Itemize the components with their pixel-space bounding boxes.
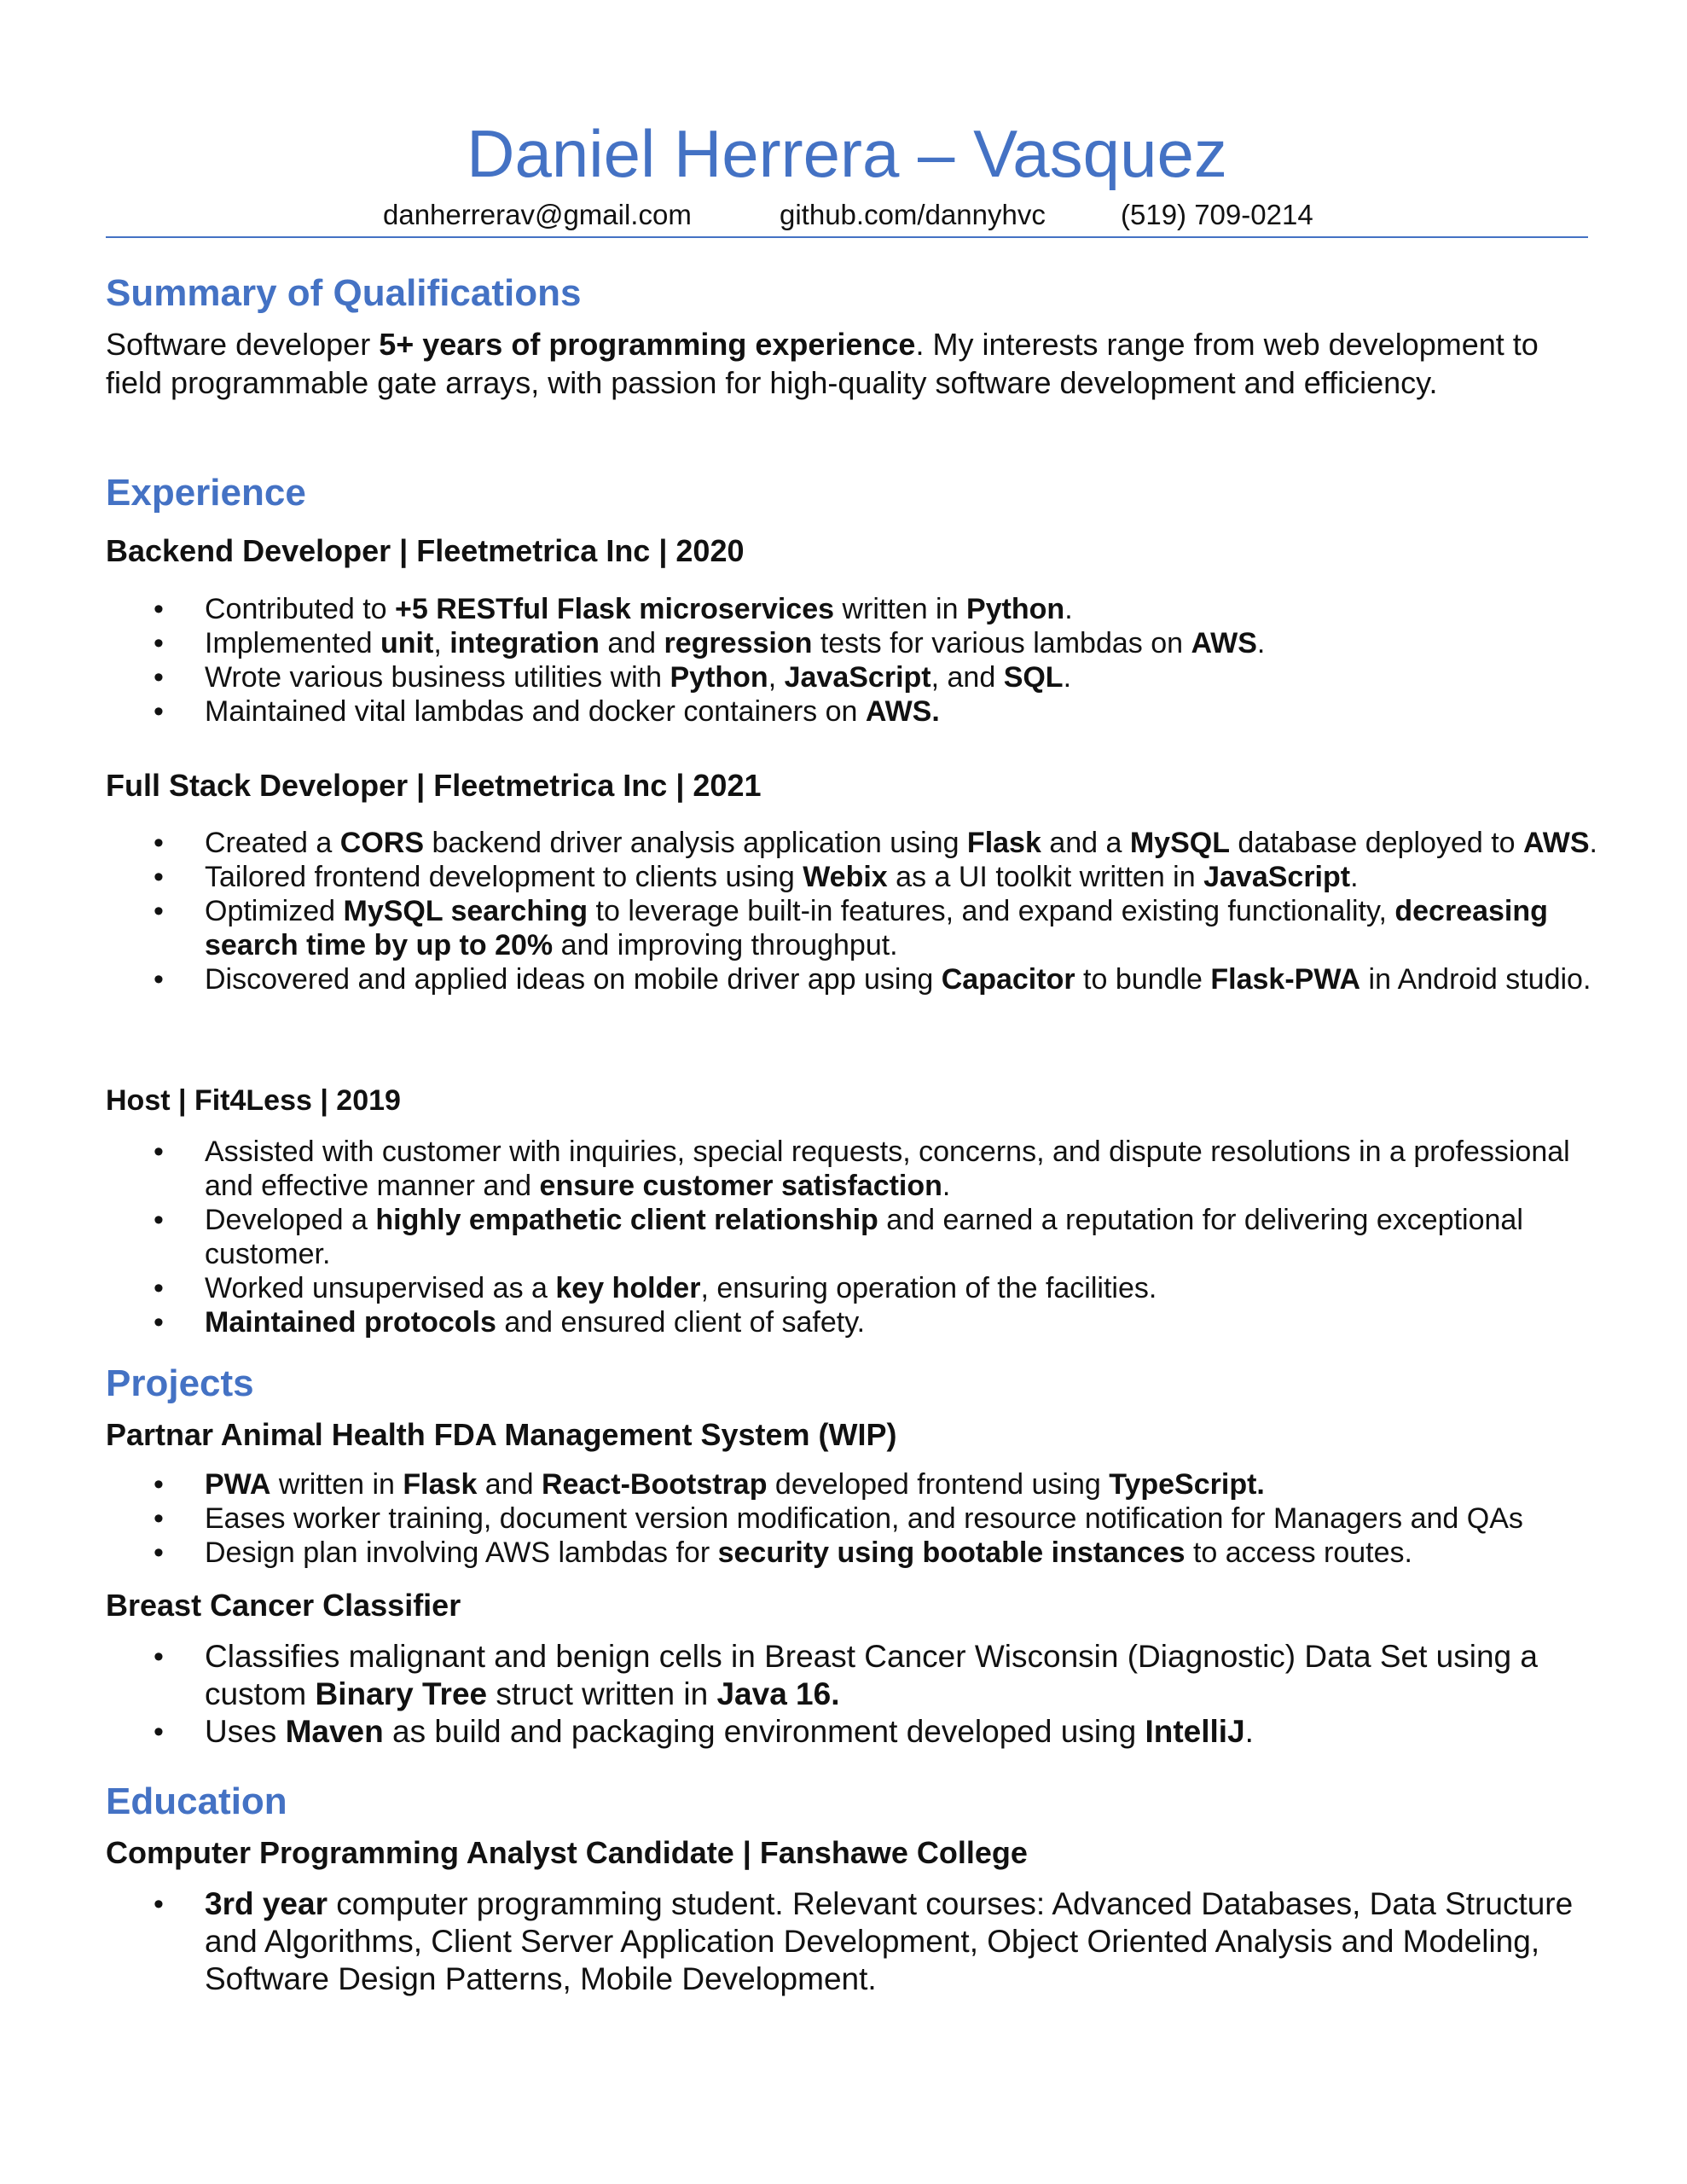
project-bullets bbox=[0, 1638, 1687, 1751]
bullet-text-bold: Maven bbox=[285, 1714, 384, 1749]
bullet-dot-icon: • bbox=[154, 861, 164, 893]
bullet-item bbox=[0, 592, 1687, 626]
project-title: Breast Cancer Classifier bbox=[106, 1588, 461, 1623]
bullet-item bbox=[0, 894, 1687, 962]
bullet-text: developed frontend using bbox=[767, 1468, 1110, 1501]
bullet-text: Maintained vital lambdas and docker containers on bbox=[205, 695, 866, 728]
bullet-dot-icon: • bbox=[154, 661, 164, 694]
bullet-dot-icon: • bbox=[154, 1888, 164, 1920]
bullet-item bbox=[0, 626, 1687, 660]
bullet-text-bold: decreasing search time by up to 20% bbox=[205, 895, 1548, 961]
bullet-text-bold: JavaScript bbox=[784, 661, 931, 694]
bullet-text: . bbox=[1064, 593, 1073, 625]
bullet-text: Uses bbox=[205, 1714, 286, 1749]
bullet-text-bold: MySQL bbox=[1129, 827, 1230, 859]
bullet-text: Implemented bbox=[205, 627, 380, 659]
bullet-text-bold: ensure customer satisfaction bbox=[539, 1170, 942, 1202]
bullet-text-bold: regression bbox=[664, 627, 813, 659]
section-title-projects: Projects bbox=[106, 1362, 254, 1404]
bullet-text: and bbox=[599, 627, 664, 659]
bullet-text: and a bbox=[1041, 827, 1130, 859]
bullet-text: tests for various lambdas on bbox=[812, 627, 1191, 659]
bullet-text-bold: key holder bbox=[555, 1272, 701, 1304]
resume-header bbox=[106, 113, 1588, 235]
bullet-text-bold: AWS bbox=[1523, 827, 1590, 859]
bullet-text: and ensured client of safety. bbox=[496, 1306, 866, 1339]
bullet-text-bold: SQL bbox=[1003, 661, 1064, 694]
bullet-item bbox=[0, 1467, 1687, 1502]
bullet-item bbox=[0, 826, 1687, 860]
bullet-text: to leverage built-in features, and expand existing functionality, bbox=[588, 895, 1395, 927]
job-bullets bbox=[0, 826, 1687, 996]
bullet-text: Developed a bbox=[205, 1204, 376, 1236]
bullet-text: as build and packaging environment developed using bbox=[383, 1714, 1145, 1749]
bullet-text: Contributed to bbox=[205, 593, 396, 625]
bullet-text-bold: integration bbox=[449, 627, 600, 659]
bullet-text-bold: PWA bbox=[205, 1468, 271, 1501]
job-bullets bbox=[0, 1135, 1687, 1339]
bullet-text-bold: AWS. bbox=[865, 695, 940, 728]
bullet-text-bold: Webix bbox=[803, 861, 888, 893]
bullet-item bbox=[0, 962, 1687, 996]
bullet-dot-icon: • bbox=[154, 1272, 164, 1304]
contact-line bbox=[106, 195, 1588, 235]
bullet-item bbox=[0, 1638, 1687, 1713]
section-title-summary: Summary of Qualifications bbox=[106, 272, 582, 314]
bullet-text-bold: unit bbox=[380, 627, 434, 659]
bullet-text: Optimized bbox=[205, 895, 344, 927]
email-text: danherrerav@gmail.com bbox=[383, 199, 692, 230]
bullet-text-bold: Maintained protocols bbox=[205, 1306, 496, 1339]
bullet-text-bold: Flask-PWA bbox=[1210, 963, 1361, 996]
job-bullets bbox=[0, 592, 1687, 729]
bullet-dot-icon: • bbox=[154, 695, 164, 728]
summary-text bbox=[106, 326, 1588, 402]
bullet-item bbox=[0, 1271, 1687, 1305]
bullet-dot-icon: • bbox=[154, 1468, 164, 1501]
bullet-text-bold: Binary Tree bbox=[315, 1676, 488, 1711]
bullet-text: Worked unsupervised as a bbox=[205, 1272, 556, 1304]
bullet-text-bold: Capacitor bbox=[941, 963, 1075, 996]
bullet-text: . bbox=[1256, 627, 1266, 659]
bullet-dot-icon: • bbox=[154, 895, 164, 927]
bullet-text: . bbox=[1350, 861, 1359, 893]
bullet-dot-icon: • bbox=[154, 1306, 164, 1339]
job-title: Host | Fit4Less | 2019 bbox=[106, 1084, 401, 1117]
github-text: github.com/dannyhvc bbox=[780, 199, 1046, 230]
bullet-text-bold: IntelliJ bbox=[1145, 1714, 1245, 1749]
bullet-text: , ensuring operation of the facilities. bbox=[700, 1272, 1157, 1304]
bullet-text: Eases worker training, document version modification, and resource notification for Managers and QAs bbox=[205, 1502, 1523, 1535]
bullet-item bbox=[0, 1713, 1687, 1751]
bullet-text: as a UI toolkit written in bbox=[887, 861, 1204, 893]
section-title-experience: Experience bbox=[106, 472, 306, 514]
bullet-dot-icon: • bbox=[154, 1536, 164, 1569]
bullet-dot-icon: • bbox=[154, 593, 164, 625]
bullet-text-bold: MySQL searching bbox=[343, 895, 588, 927]
bullet-text: to bundle bbox=[1075, 963, 1211, 996]
bullet-text-bold: AWS bbox=[1191, 627, 1257, 659]
bullet-item bbox=[0, 860, 1687, 894]
bullet-text: struct written in bbox=[487, 1676, 717, 1711]
project-title: Partnar Animal Health FDA Management System (WIP) bbox=[106, 1417, 897, 1452]
bullet-text-bold: CORS bbox=[339, 827, 424, 859]
bullet-dot-icon: • bbox=[154, 627, 164, 659]
bullet-text: Assisted with customer with inquiries, special requests, concerns, and dispute resolutions in a professional and effective manner and bbox=[205, 1136, 1570, 1202]
bullet-dot-icon: • bbox=[154, 827, 164, 859]
bullet-text-bold: 3rd year bbox=[205, 1886, 328, 1921]
phone-text: (519) 709-0214 bbox=[1121, 199, 1313, 230]
bullet-dot-icon: • bbox=[154, 1136, 164, 1168]
header-divider bbox=[106, 236, 1588, 238]
bullet-text: and earned a reputation for delivering exceptional customer. bbox=[205, 1204, 1523, 1270]
bullet-text: , and bbox=[930, 661, 1004, 694]
bullet-text: in Android studio. bbox=[1360, 963, 1591, 996]
bullet-item bbox=[0, 1305, 1687, 1339]
project-bullets bbox=[0, 1467, 1687, 1570]
bullet-text: Classifies malignant and benign cells in Breast Cancer Wisconsin (Diagnostic) Data Set using a custom bbox=[205, 1639, 1538, 1711]
bullet-text: database deployed to bbox=[1229, 827, 1524, 859]
bullet-item bbox=[0, 1536, 1687, 1570]
bullet-dot-icon: • bbox=[154, 1502, 164, 1535]
bullet-text-bold: Python bbox=[965, 593, 1065, 625]
education-title: Computer Programming Analyst Candidate | Fanshawe College bbox=[106, 1835, 1028, 1870]
bullet-text: written in bbox=[834, 593, 966, 625]
bullet-text: written in bbox=[270, 1468, 403, 1501]
bullet-text: . bbox=[942, 1170, 951, 1202]
summary-text-highlight: 5+ years of programming experience bbox=[379, 327, 916, 362]
education-bullets bbox=[0, 1885, 1687, 1998]
candidate-name: Daniel Herrera – Vasquez bbox=[467, 116, 1227, 191]
bullet-text-bold: highly empathetic client relationship bbox=[375, 1204, 878, 1236]
bullet-text: Wrote various business utilities with bbox=[205, 661, 670, 694]
bullet-text: . bbox=[1244, 1714, 1254, 1749]
bullet-text: and improving throughput. bbox=[553, 929, 898, 961]
bullet-item bbox=[0, 1135, 1687, 1203]
bullet-text: , bbox=[433, 627, 450, 659]
bullet-text-bold: TypeScript. bbox=[1109, 1468, 1265, 1501]
bullet-text: . bbox=[1589, 827, 1597, 859]
bullet-text-bold: +5 RESTful Flask microservices bbox=[395, 593, 835, 625]
bullet-text: to access routes. bbox=[1185, 1536, 1412, 1569]
bullet-dot-icon: • bbox=[154, 963, 164, 996]
bullet-item bbox=[0, 694, 1687, 729]
bullet-text: Discovered and applied ideas on mobile driver app using bbox=[205, 963, 942, 996]
bullet-item bbox=[0, 660, 1687, 694]
bullet-text: . bbox=[1063, 661, 1072, 694]
bullet-item bbox=[0, 1502, 1687, 1536]
section-title-education: Education bbox=[106, 1780, 287, 1822]
bullet-text: Created a bbox=[205, 827, 340, 859]
bullet-text-bold: React-Bootstrap bbox=[541, 1468, 768, 1501]
bullet-text: and bbox=[477, 1468, 542, 1501]
bullet-dot-icon: • bbox=[154, 1204, 164, 1236]
bullet-item bbox=[0, 1203, 1687, 1271]
job-title: Backend Developer | Fleetmetrica Inc | 2020 bbox=[106, 533, 745, 568]
bullet-item bbox=[0, 1885, 1687, 1998]
bullet-text: Tailored frontend development to clients using bbox=[205, 861, 803, 893]
summary-text-end: . My interests range from web development to field programmable gate arrays, with passion for high-quality software development and efficiency. bbox=[106, 327, 1539, 400]
bullet-text-bold: Java 16. bbox=[716, 1676, 840, 1711]
bullet-dot-icon: • bbox=[154, 1716, 164, 1748]
bullet-text-bold: Flask bbox=[403, 1468, 478, 1501]
bullet-text: backend driver analysis application using bbox=[424, 827, 967, 859]
job-title: Full Stack Developer | Fleetmetrica Inc | 2021 bbox=[106, 768, 762, 803]
bullet-text-bold: Python bbox=[670, 661, 768, 694]
bullet-text-bold: Flask bbox=[966, 827, 1041, 859]
bullet-text: Design plan involving AWS lambdas for bbox=[205, 1536, 718, 1569]
bullet-text-bold: security using bootable instances bbox=[717, 1536, 1186, 1569]
bullet-text-bold: JavaScript bbox=[1203, 861, 1351, 893]
bullet-dot-icon: • bbox=[154, 1641, 164, 1673]
summary-text-start: Software developer bbox=[106, 327, 380, 362]
bullet-text: , bbox=[768, 661, 785, 694]
bullet-text: computer programming student. Relevant courses: Advanced Databases, Data Structure and Algorithms, Client Server Application Development, Object Oriented Analysis and Modeling, Software Design Patterns, Mobile Development. bbox=[205, 1886, 1574, 1996]
